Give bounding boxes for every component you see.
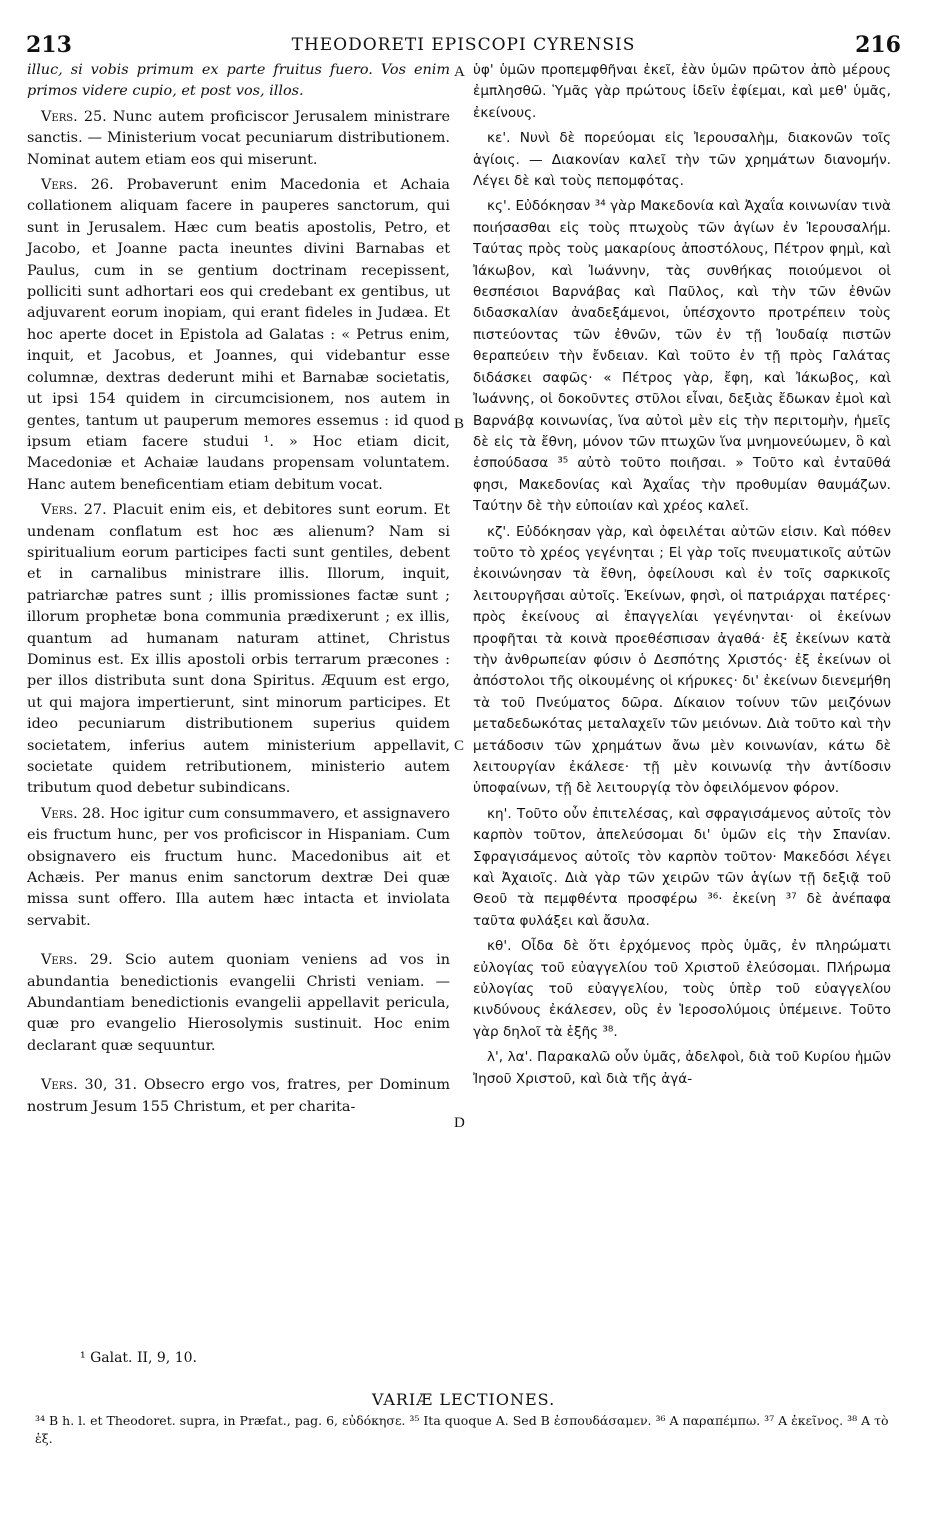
- latin-paragraph: Vers. 27. Placuit enim eis, et debitores sunt eorum. Et undenam conflatum est hoc æs alienum? Nam si spiritualium eorum participes facti sunt gentiles, debent et in carnalibus ministrare illis. Illorum, inquit, patriarchæ patres sunt ; illis promissiones factæ sunt ; illorum prophetæ bona communia prædixerunt ; ex illis, quantum ad humanam naturam attinet, Christus Dominus est. Ex illis apostoli orbis terrarum præcones : per illos distributa sunt dona Spiritus. Æquum est ergo, ut qui majora impertierunt, sint minorum participes. Et ideo pecuniarum distributionem superius quidem societatem, inferius autem ministerium appellavit, societate quidem retributionem, ministerio autem tributum quod debetur subindicans.: [27, 502, 450, 797]
- greek-paragraph: κς'. Εὐδόκησαν ³⁴ γὰρ Μακεδονία καὶ Ἀχαΐα κοινωνίαν τινὰ ποιήσασθαι εἰς τοὺς πτωχοὺς τῶν ἁγίων ἐν Ἰερουσαλήμ. Ταύτας πρὸς τοὺς μακαρίους ἀποστόλους, Πέτρον φημὶ, καὶ Ἰάκωβον, καὶ Ἰωάννην, τὰς συνθήκας ποιούμενοι οἱ θεσπέσιοι Βαρνάβας καὶ Παῦλος, καὶ τὴν τῶν ἐθνῶν διδασκαλίαν ἀναδεξάμενοι, ὑπέσχοντο προτρέπειν τοὺς πιστεύοντας τῶν ἐθνῶν, τῶν ἐν τῇ Ἰουδαίᾳ πιστῶν θεραπεύειν τὴν ἔνδειαν. Καὶ τοῦτο ἐν τῇ πρὸς Γαλάτας διδάσκει σαφῶς· « Πέτρος γὰρ, ἔφη, καὶ Ἰάκωβος, καὶ Ἰωάννης, οἱ δοκοῦντες στῦλοι εἶναι, δεξιὰς ἔδωκαν ἐμοὶ καὶ Βαρνάβᾳ κοινωνίας, ἵνα αὐτοὶ μὲν εἰς τὴν περιτομὴν, ἡμεῖς δὲ εἰς τὰ ἔθνη, μόνον τῶν πτωχῶν ἵνα μνημονεύωμεν, ὃ καὶ ἐσπούδασα ³⁵ αὐτὸ τοῦτο ποιῆσαι. » Τοῦτο καὶ ἐνταῦθά φησι, Μακεδονίας καὶ Ἀχαΐας τὴν προθυμίαν θαυμάζων. Ταύτην δὲ τὴν εὐποιίαν καὶ χρέος καλεῖ.: [473, 198, 891, 515]
- greek-paragraph: κη'. Τοῦτο οὖν ἐπιτελέσας, καὶ σφραγισάμενος αὐτοῖς τὸν καρπὸν τοῦτον, ἀπελεύσομαι δι' ὑμῶν εἰς τὴν Σπανίαν. Σφραγισάμενος αὐτοῖς τὸν καρπὸν τοῦτον· Μακεδόσι λέγει καὶ Ἀχαιοῖς. Διὰ γὰρ τῶν χειρῶν τῶν ἁγίων τῇ δεξιᾷ τοῦ Θεοῦ τὰ πεμφθέντα προσφέρω ³⁶· ἐκείνη ³⁷ δὲ ἀνέπαφα ταῦτα φυλάξει καὶ ἄσυλα.: [473, 805, 891, 929]
- footnote: ¹ Galat. II, 9, 10.: [80, 1350, 197, 1366]
- margin-letter-b: B: [454, 416, 465, 432]
- greek-paragraph: κθ'. Οἶδα δὲ ὅτι ἐρχόμενος πρὸς ὑμᾶς, ἐν πληρώματι εὐλογίας τοῦ εὐαγγελίου τοῦ Χριστοῦ ἐλεύσομαι. Πλήρωμα εὐλογίας τοῦ εὐαγγελίου, τοὺς ὑπὲρ τοῦ εὐαγγελίου κινδύνους ἐκάλεσεν, οὓς ἐν Ἱεροσολύμοις ὑπέμεινε. Τοῦτο γὰρ δηλοῖ τὰ ἑξῆς ³⁸.: [473, 938, 891, 1040]
- variae-lectiones-title: VARIÆ LECTIONES.: [371, 1390, 556, 1409]
- greek-column: [473, 60, 891, 1094]
- variae-lectiones-text: ³⁴ B h. l. et Theodoret. supra, in Præfat., pag. 6, εὐδόκησε. ³⁵ Ita quoque A. Sed B ἐσπουδάσαμεν. ³⁶ A παραπέμπω. ³⁷ A ἐκεῖνος. ³⁸ A τὸ ἑξ.: [35, 1413, 889, 1446]
- latin-paragraph: Vers. 26. Probaverunt enim Macedonia et Achaia collationem aliquam facere in pauperes sanctorum, qui sunt in Jerusalem. Hæc cum beatis apostolis, Petro, et Jacobo, et Joanne pacta ineuntes divini Barnabas et Paulus, cum in se gentium doctrinam recepissent, polliciti sunt adhortari eos qui credebant ex gentibus, ut adjuvarent eorum inopiam, qui erant fideles in Judæa. Et hoc aperte docet in Epistola ad Galatas : « Petrus enim, inquit, et Jacobus, et Joannes, qui videbantur esse columnæ, dextras dederunt mihi et Barnabæ societatis, ut ipsi 154 quidem in circumcisionem, nos autem in gentes, tantum ut pauperum memores essemus : id quod ipsum etiam facere studui ¹. » Hoc etiam dicit, Macedoniæ et Achaiæ laudans propensam voluntatem. Hanc autem beneficentiam etiam debitum vocat.: [27, 177, 451, 493]
- greek-paragraph: κζ'. Εὐδόκησαν γὰρ, καὶ ὀφειλέται αὐτῶν εἰσιν. Καὶ πόθεν τοῦτο τὸ χρέος γεγένηται ; Εἰ γὰρ τοῖς πνευματικοῖς αὐτῶν ἐκοινώνησαν τὰ ἔθνη, ὀφείλουσι καὶ ἐν τοῖς σαρκικοῖς λειτουργῆσαι αὐτοῖς. Ἐκείνων, φησὶ, οἱ πατριάρχαι πατέρες· πρὸς ἐκείνους αἱ ἐπαγγελίαι γεγένηνται· οἱ ἐκείνων προφῆται τὰ κοινὰ προεθέσπισαν ἀγαθά· ἐξ ἐκείνων κατὰ τὴν ἀνθρωπείαν φύσιν ὁ Δεσπότης Χριστός· ἐξ ἐκείνων οἱ ἀπόστολοι τῆς οἰκουμένης οἱ κήρυκες· δι' ἐκείνων διενεμήθη τὰ τοῦ Πνεύματος δῶρα. Δίκαιον τοίνυν τῶν μειζόνων μεταδεδωκότας μεταλαχεῖν τῶν μειόνων. Διὰ τοῦτο καὶ τὴν μετάδοσιν τῶν χρημάτων ἄνω μὲν κοινωνίαν, κάτω δὲ λειτουργίαν ἐκάλεσε· τῇ μὲν κοινωνίᾳ τὴν ἀντίδοσιν ὑποφαίνων, τῇ δὲ λειτουργίᾳ τὸν ὀφειλόμενον φόρον.: [473, 523, 891, 797]
- latin-paragraph: Vers. 29. Scio autem quoniam veniens ad vos in abundantia benedictionis evangelii Christi veniam. — Abundantiam benedictionis evangelii appellavit pericula, quæ pro evangelio Hierosolymis sustinuit. Hoc enim declarant quæ sequuntur.: [27, 952, 450, 1054]
- latin-column: [27, 60, 450, 1122]
- margin-letter-c: C: [454, 738, 465, 754]
- latin-paragraph: Vers. 30, 31. Obsecro ergo vos, fratres, per Dominum nostrum Jesum 155 Christum, et per charita-: [27, 1077, 450, 1115]
- margin-letter-d: D: [454, 1115, 465, 1131]
- margin-letter-a: A: [454, 64, 465, 80]
- page-header: [26, 32, 901, 60]
- running-title: THEODORETI EPISCOPI CYRENSIS: [291, 35, 636, 55]
- latin-paragraph: Vers. 28. Hoc igitur cum consummavero, et assignavero eis fructum hunc, per vos proficiscor in Hispaniam. Cum obsignavero eis fructum hunc. Macedonibus ait et Achæis. Per manus enim sanctorum dextræ Dei quæ missa sunt offero. Illa autem hæc intacta et inviolata servabit.: [27, 805, 450, 929]
- page-number-left: 213: [26, 32, 72, 58]
- page-number-right: 216: [855, 32, 901, 58]
- latin-paragraph: Vers. 25. Nunc autem proficiscor Jerusalem ministrare sanctis. — Ministerium vocat pecuniarum distributionem. Nominat autem etiam eos qui miserunt.: [27, 108, 450, 168]
- greek-paragraph: ὑφ' ὑμῶν προπεμφθῆναι ἐκεῖ, ἐὰν ὑμῶν πρῶτον ἀπὸ μέρους ἐμπλησθῶ. Ὑμᾶς γὰρ πρώτους ἰδεῖν ἐφίεμαι, καὶ μεθ' ὑμᾶς, ἐκείνους.: [473, 62, 891, 121]
- greek-paragraph: λ', λα'. Παρακαλῶ οὖν ὑμᾶς, ἀδελφοὶ, διὰ τοῦ Κυρίου ἡμῶν Ἰησοῦ Χριστοῦ, καὶ διὰ τῆς ἀγά-: [473, 1049, 891, 1087]
- greek-paragraph: κε'. Νυνὶ δὲ πορεύομαι εἰς Ἰερουσαλὴμ, διακονῶν τοῖς ἁγίοις. — Διακονίαν καλεῖ τὴν τῶν χρημάτων διανομήν. Λέγει δὲ καὶ τοὺς πεπομφότας.: [473, 130, 891, 190]
- latin-paragraph: illuc, si vobis primum ex parte fruitus fuero. Vos enim primos videre cupio, et post vos, illos.: [27, 62, 450, 100]
